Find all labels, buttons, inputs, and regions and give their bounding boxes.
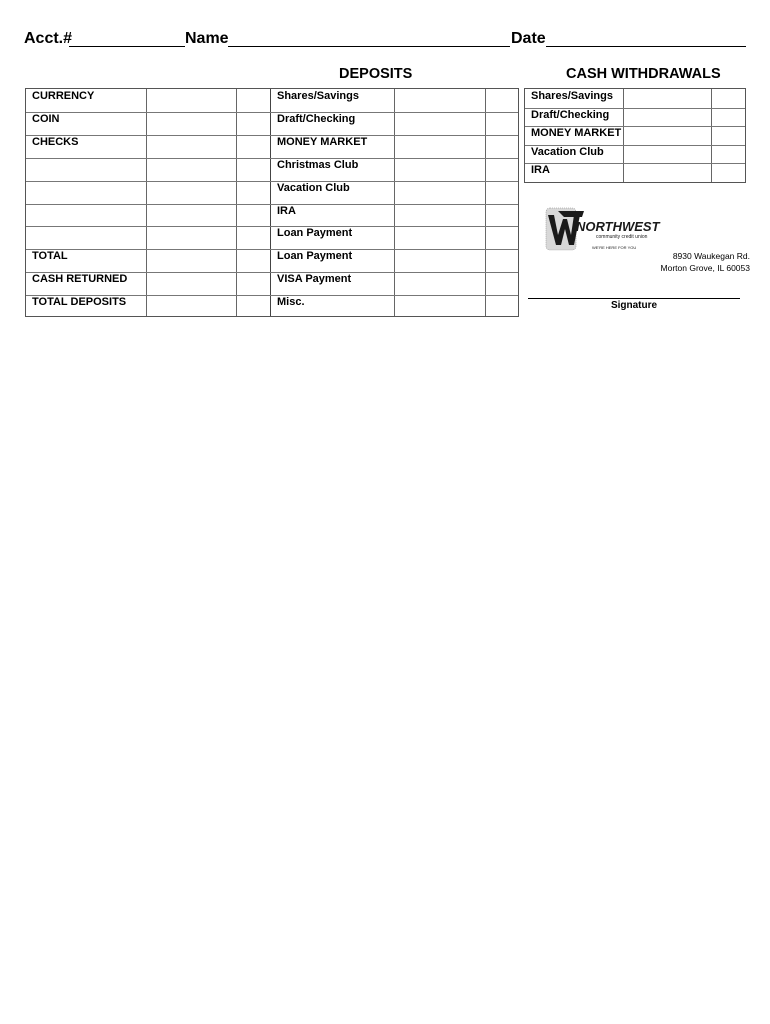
amount-left-cell[interactable] [146,249,236,272]
withdrawal-label: Shares/Savings [531,90,613,102]
amount-left-cell[interactable] [146,204,236,227]
nw-logo-icon [544,205,660,253]
amount-right-cell[interactable] [394,272,485,295]
withdrawal-amount-cell[interactable] [623,89,711,108]
logo-tagline: WE'RE HERE FOR YOU [592,245,637,250]
deposit-left-label: CHECKS [32,135,79,148]
amount-left-cell[interactable] [146,181,236,204]
withdrawal-amount-cell[interactable] [623,145,711,164]
acct-label: Acct.# [24,30,73,47]
deposits-table [25,88,519,317]
deposit-left-label: CURRENCY [32,90,95,102]
logo-name: NORTHWEST [576,219,660,234]
amount-right-cell[interactable] [394,249,485,272]
deposit-right-label: Vacation Club [277,181,350,194]
cents-left-cell[interactable] [236,226,270,249]
logo-subtitle: community credit union [596,234,648,240]
withdrawal-amount-cell[interactable] [623,126,711,145]
cents-left-cell[interactable] [236,181,270,204]
withdrawal-cents-cell[interactable] [711,108,745,127]
cents-left-cell[interactable] [236,112,270,135]
amount-right-cell[interactable] [394,226,485,249]
amount-right-cell[interactable] [394,181,485,204]
cents-left-cell[interactable] [236,272,270,295]
amount-left-cell[interactable] [146,135,236,158]
signature-field[interactable] [528,298,740,299]
amount-right-cell[interactable] [394,295,485,318]
signature-label: Signature [610,300,658,311]
deposit-right-label: Christmas Club [277,158,359,171]
cents-right-cell[interactable] [485,181,518,204]
cents-right-cell[interactable] [485,112,518,135]
cash-withdrawals-table [524,88,746,183]
deposit-right-label: IRA [277,204,296,217]
withdrawal-amount-cell[interactable] [623,108,711,127]
deposit-left-label: CASH RETURNED [32,273,128,286]
withdrawal-label: Vacation Club [531,145,604,158]
cash-withdrawals-title: CASH WITHDRAWALS [566,66,721,82]
deposit-left-label: TOTAL DEPOSITS [32,296,127,309]
amount-left-cell[interactable] [146,112,236,135]
deposit-right-label: Shares/Savings [277,90,359,102]
deposit-right-label: Draft/Checking [277,112,356,125]
date-label: Date [511,30,546,47]
withdrawal-label: Draft/Checking [531,108,610,121]
amount-left-cell[interactable] [146,89,236,112]
cents-right-cell[interactable] [485,272,518,295]
cents-left-cell[interactable] [236,249,270,272]
withdrawal-cents-cell[interactable] [711,163,745,182]
withdrawal-cents-cell[interactable] [711,126,745,145]
amount-left-cell[interactable] [146,295,236,318]
cents-right-cell[interactable] [485,158,518,181]
date-field[interactable] [546,46,746,47]
amount-left-cell[interactable] [146,226,236,249]
cents-right-cell[interactable] [485,204,518,227]
cents-right-cell[interactable] [485,135,518,158]
withdrawal-label: MONEY MARKET [531,127,622,140]
cents-right-cell[interactable] [485,89,518,112]
name-field[interactable] [228,46,510,47]
deposit-right-label: Loan Payment [277,227,353,240]
cents-right-cell[interactable] [485,295,518,318]
amount-left-cell[interactable] [146,272,236,295]
address-line1: 8930 Waukegan Rd. [672,251,750,261]
amount-left-cell[interactable] [146,158,236,181]
amount-right-cell[interactable] [394,89,485,112]
deposit-left-label: TOTAL [32,250,68,263]
amount-right-cell[interactable] [394,112,485,135]
amount-right-cell[interactable] [394,135,485,158]
deposit-right-label: Loan Payment [277,250,353,263]
cents-left-cell[interactable] [236,89,270,112]
deposits-title: DEPOSITS [339,66,413,82]
cents-left-cell[interactable] [236,204,270,227]
withdrawal-label: IRA [531,164,550,177]
name-label: Name [185,30,229,47]
cents-right-cell[interactable] [485,226,518,249]
deposit-right-label: Misc. [277,296,305,309]
acct-field[interactable] [69,46,185,47]
withdrawal-cents-cell[interactable] [711,145,745,164]
withdrawal-cents-cell[interactable] [711,89,745,108]
amount-right-cell[interactable] [394,158,485,181]
cents-left-cell[interactable] [236,135,270,158]
cents-left-cell[interactable] [236,158,270,181]
address-line2: Morton Grove, IL 60053 [660,263,750,273]
deposit-right-label: VISA Payment [277,273,352,286]
deposit-right-label: MONEY MARKET [277,135,368,148]
cents-right-cell[interactable] [485,249,518,272]
amount-right-cell[interactable] [394,204,485,227]
deposit-left-label: COIN [32,112,60,125]
withdrawal-amount-cell[interactable] [623,163,711,182]
cents-left-cell[interactable] [236,295,270,318]
